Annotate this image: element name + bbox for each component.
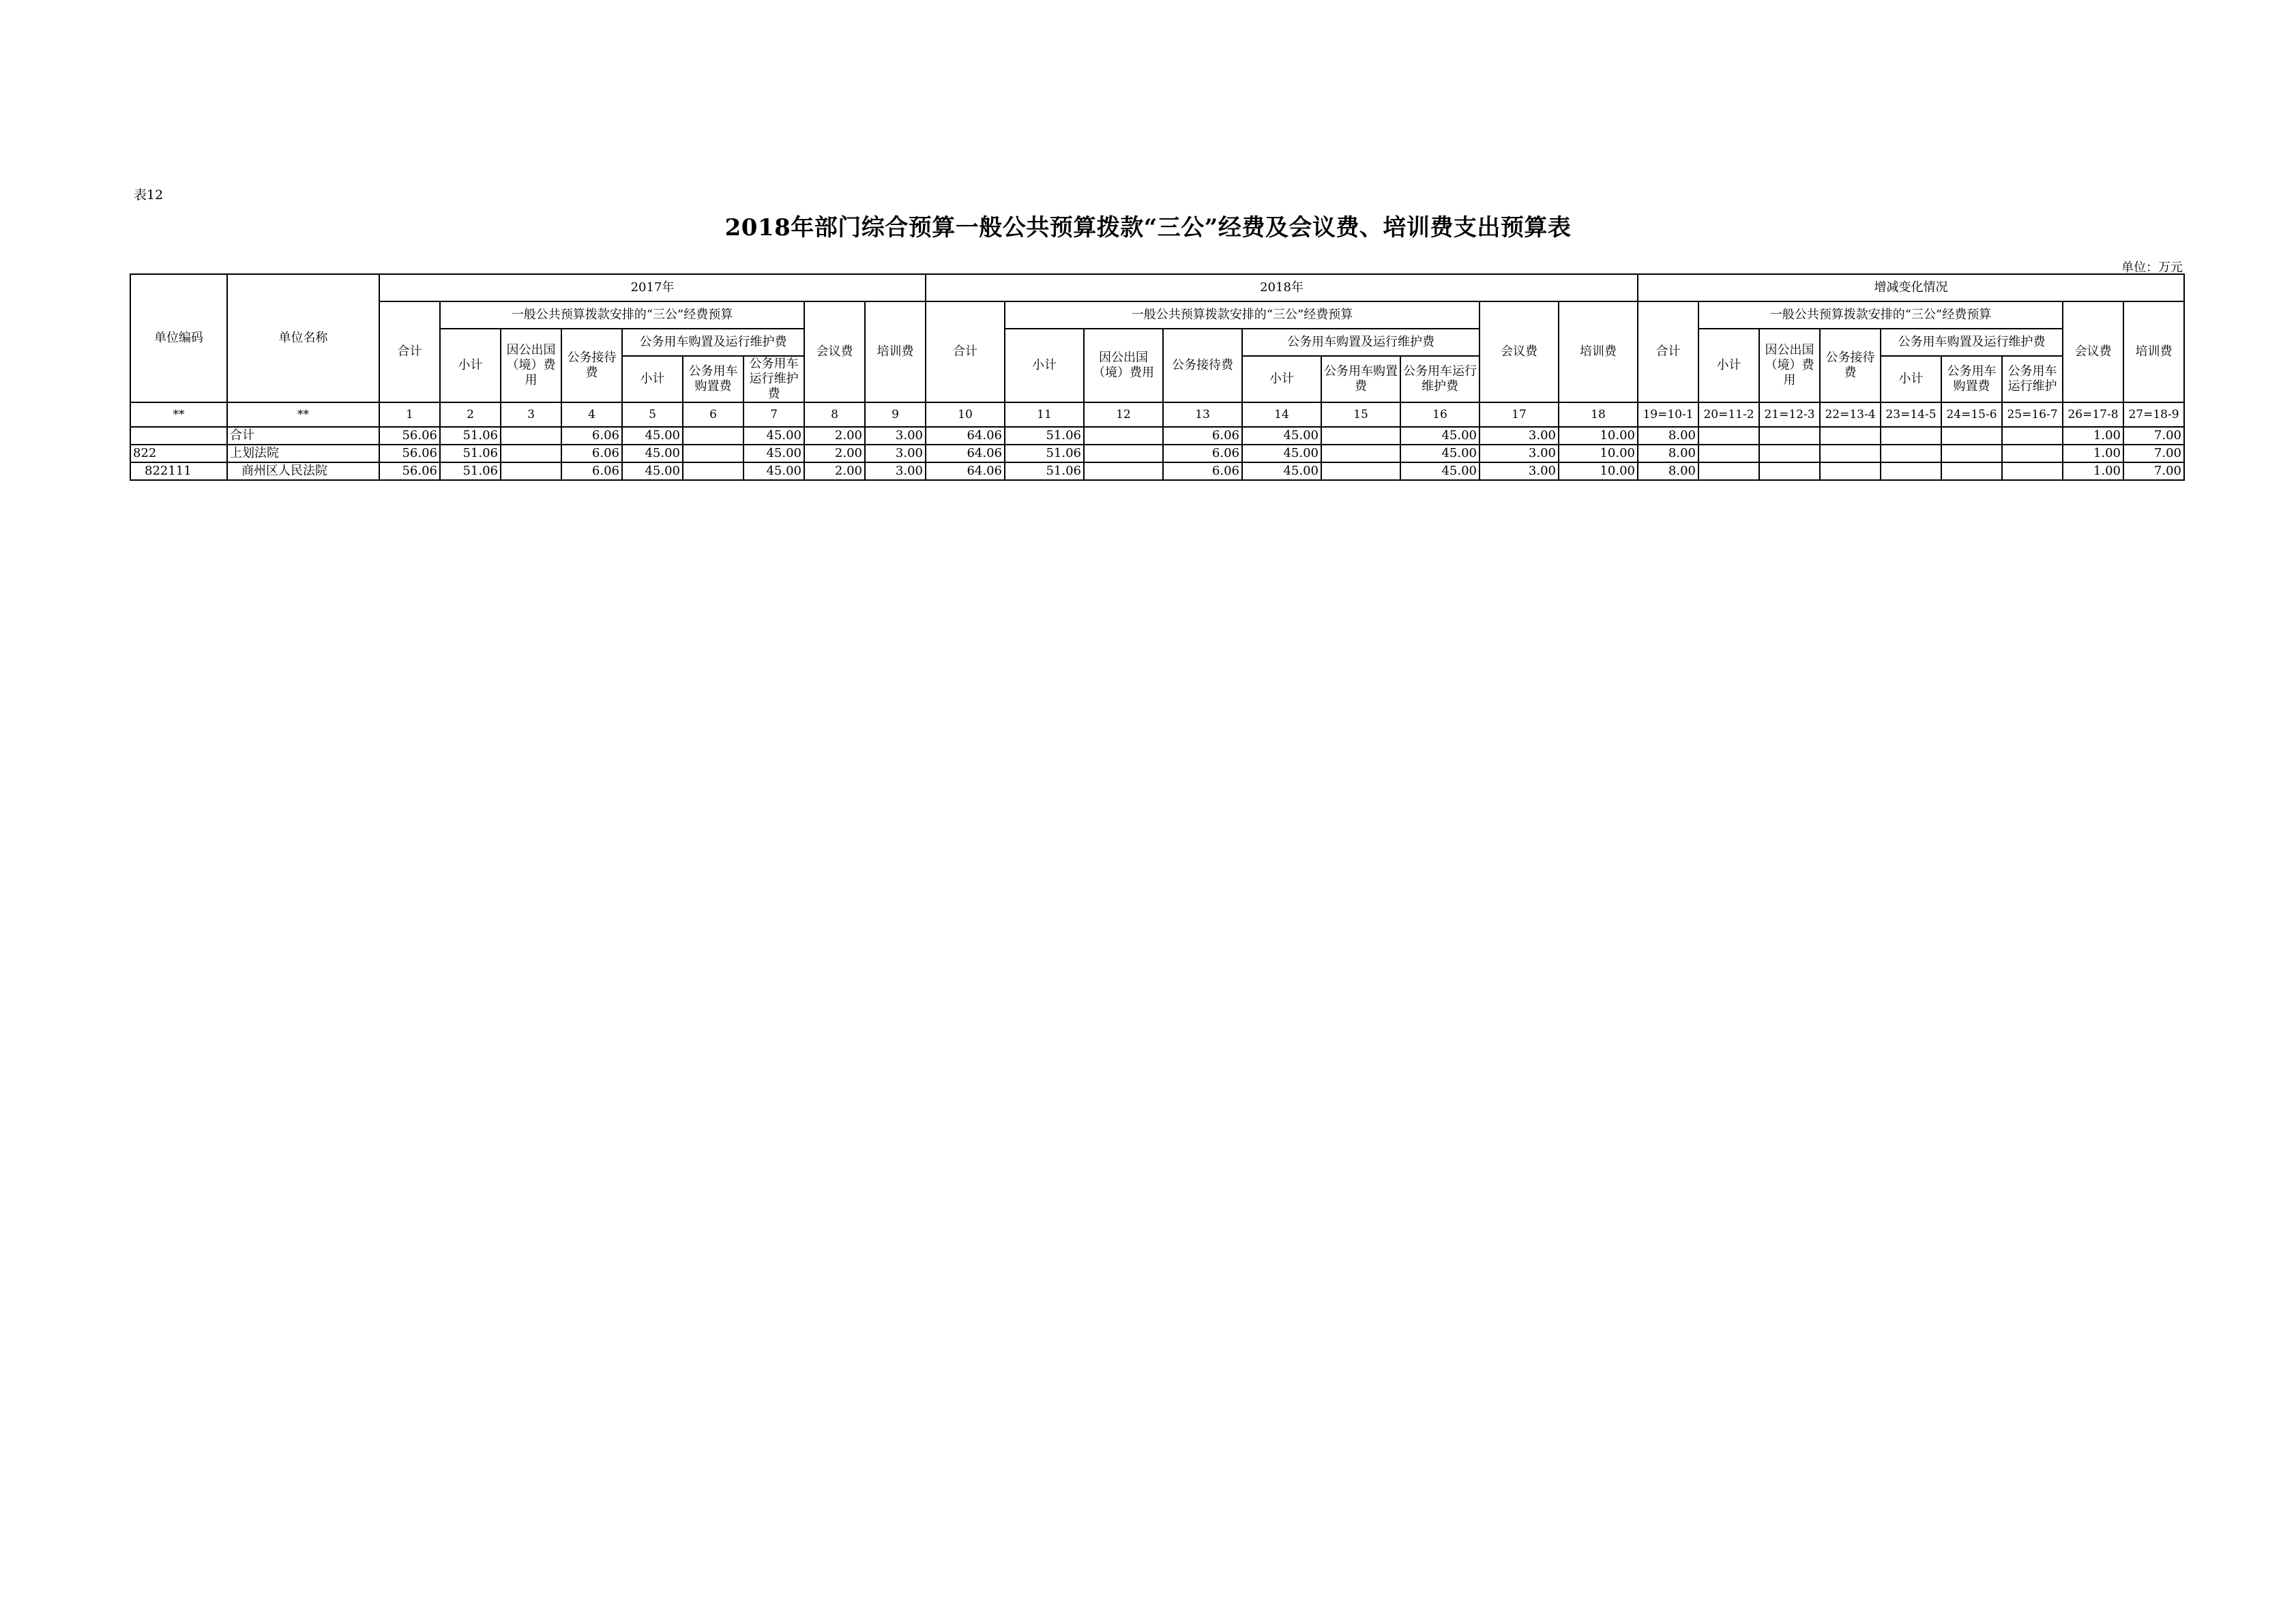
value-cell: 64.06 xyxy=(926,462,1005,480)
header-change-reception: 公务接待费 xyxy=(1820,329,1881,402)
value-cell: 45.00 xyxy=(744,462,804,480)
value-cell: 56.06 xyxy=(379,427,440,445)
column-index-cell: 6 xyxy=(683,402,744,427)
header-2018-training: 培训费 xyxy=(1559,301,1638,402)
value-cell: 45.00 xyxy=(1400,445,1480,462)
header-year-2017: 2017年 xyxy=(379,274,926,301)
value-cell xyxy=(2002,427,2063,445)
header-2017-reception: 公务接待费 xyxy=(561,329,622,402)
header-2017-subtotal: 小计 xyxy=(440,329,501,402)
column-index-cell: 4 xyxy=(561,402,622,427)
column-index-cell: 22=13-4 xyxy=(1820,402,1881,427)
column-index-cell: 17 xyxy=(1480,402,1559,427)
column-index-cell: 9 xyxy=(865,402,926,427)
header-2017-abroad: 因公出国（境）费用 xyxy=(501,329,561,402)
header-change: 增减变化情况 xyxy=(1638,274,2184,301)
value-cell: 3.00 xyxy=(1480,445,1559,462)
value-cell xyxy=(1820,445,1881,462)
header-2018-vehicle-run: 公务用车运行维护费 xyxy=(1400,356,1480,402)
value-cell xyxy=(1084,462,1163,480)
value-cell: 6.06 xyxy=(561,427,622,445)
header-change-subtotal: 小计 xyxy=(1698,329,1759,402)
value-cell: 45.00 xyxy=(744,445,804,462)
value-cell: 56.06 xyxy=(379,462,440,480)
column-index-cell: 19=10-1 xyxy=(1638,402,1698,427)
value-cell xyxy=(1698,445,1759,462)
column-index-cell: 15 xyxy=(1321,402,1400,427)
value-cell xyxy=(1759,427,1820,445)
value-cell xyxy=(501,427,561,445)
column-index-cell: 26=17-8 xyxy=(2063,402,2123,427)
value-cell: 45.00 xyxy=(1400,427,1480,445)
value-cell: 2.00 xyxy=(804,427,865,445)
unit-label: 单位：万元 xyxy=(2121,260,2183,275)
unit-name-cell: 上划法院 xyxy=(227,445,379,462)
value-cell: 3.00 xyxy=(865,427,926,445)
value-cell: 3.00 xyxy=(1480,427,1559,445)
value-cell: 56.06 xyxy=(379,445,440,462)
header-change-total: 合计 xyxy=(1638,301,1698,402)
column-index-cell: 27=18-9 xyxy=(2123,402,2184,427)
table-row xyxy=(130,462,2184,480)
header-2018-sangong: 一般公共预算拨款安排的“三公”经费预算 xyxy=(1005,301,1480,329)
value-cell xyxy=(1881,462,1941,480)
value-cell xyxy=(1321,427,1400,445)
value-cell: 6.06 xyxy=(561,462,622,480)
header-2018-vehicle: 公务用车购置及运行维护费 xyxy=(1242,329,1480,356)
value-cell: 6.06 xyxy=(1163,445,1242,462)
value-cell: 2.00 xyxy=(804,462,865,480)
value-cell xyxy=(1321,445,1400,462)
value-cell: 7.00 xyxy=(2123,462,2184,480)
column-index-cell: 12 xyxy=(1084,402,1163,427)
column-index-cell: 24=15-6 xyxy=(1941,402,2002,427)
header-change-vehicle-purchase: 公务用车购置费 xyxy=(1941,356,2002,402)
column-index-cell: 18 xyxy=(1559,402,1638,427)
value-cell xyxy=(2002,462,2063,480)
header-2018-vehicle-purchase: 公务用车购置费 xyxy=(1321,356,1400,402)
value-cell: 10.00 xyxy=(1559,445,1638,462)
value-cell: 1.00 xyxy=(2063,427,2123,445)
value-cell: 6.06 xyxy=(561,445,622,462)
value-cell xyxy=(683,462,744,480)
header-row-years xyxy=(130,274,2184,301)
header-2018-subtotal: 小计 xyxy=(1005,329,1084,402)
header-2017-vehicle-subtotal: 小计 xyxy=(622,356,683,402)
column-index-cell: 8 xyxy=(804,402,865,427)
value-cell: 7.00 xyxy=(2123,445,2184,462)
value-cell: 1.00 xyxy=(2063,462,2123,480)
value-cell: 51.06 xyxy=(440,462,501,480)
header-2017-vehicle-purchase: 公务用车购置费 xyxy=(683,356,744,402)
data-rows xyxy=(130,427,2184,480)
table-row xyxy=(130,445,2184,462)
header-change-abroad: 因公出国（境）费用 xyxy=(1759,329,1820,402)
header-2017-vehicle-run: 公务用车运行维护费 xyxy=(744,356,804,402)
value-cell: 45.00 xyxy=(744,427,804,445)
column-index-cell: 11 xyxy=(1005,402,1084,427)
unit-code-cell xyxy=(130,427,227,445)
header-2017-sangong: 一般公共预算拨款安排的“三公”经费预算 xyxy=(440,301,804,329)
value-cell xyxy=(1941,445,2002,462)
column-index-cell: 20=11-2 xyxy=(1698,402,1759,427)
column-index-cell: 2 xyxy=(440,402,501,427)
value-cell xyxy=(1321,462,1400,480)
column-index-cell: ** xyxy=(130,402,227,427)
value-cell: 3.00 xyxy=(865,462,926,480)
value-cell: 45.00 xyxy=(622,445,683,462)
column-index-cell: 1 xyxy=(379,402,440,427)
value-cell: 51.06 xyxy=(1005,462,1084,480)
value-cell: 64.06 xyxy=(926,445,1005,462)
value-cell: 45.00 xyxy=(622,427,683,445)
column-index-cell: 16 xyxy=(1400,402,1480,427)
value-cell: 6.06 xyxy=(1163,427,1242,445)
column-index-cell: 13 xyxy=(1163,402,1242,427)
value-cell: 1.00 xyxy=(2063,445,2123,462)
value-cell: 45.00 xyxy=(1242,462,1321,480)
unit-name-cell: 商州区人民法院 xyxy=(227,462,379,480)
value-cell: 51.06 xyxy=(440,427,501,445)
value-cell: 3.00 xyxy=(1480,462,1559,480)
unit-code-cell: 822 xyxy=(130,445,227,462)
header-2017-vehicle: 公务用车购置及运行维护费 xyxy=(622,329,804,356)
header-row-groups xyxy=(130,301,2184,329)
value-cell xyxy=(683,445,744,462)
value-cell xyxy=(1881,427,1941,445)
value-cell: 45.00 xyxy=(1242,427,1321,445)
header-2017-total: 合计 xyxy=(379,301,440,402)
value-cell xyxy=(683,427,744,445)
value-cell: 3.00 xyxy=(865,445,926,462)
sheet-number: 表12 xyxy=(134,188,164,203)
value-cell xyxy=(501,445,561,462)
column-index-row xyxy=(130,402,2184,427)
value-cell: 10.00 xyxy=(1559,427,1638,445)
column-index-cell: 3 xyxy=(501,402,561,427)
header-change-vehicle: 公务用车购置及运行维护费 xyxy=(1881,329,2063,356)
value-cell xyxy=(1820,427,1881,445)
header-2017-meeting: 会议费 xyxy=(804,301,865,402)
value-cell: 2.00 xyxy=(804,445,865,462)
value-cell xyxy=(2002,445,2063,462)
value-cell: 45.00 xyxy=(1242,445,1321,462)
value-cell xyxy=(1084,445,1163,462)
value-cell: 45.00 xyxy=(1400,462,1480,480)
value-cell xyxy=(1698,427,1759,445)
column-index-cell: 21=12-3 xyxy=(1759,402,1820,427)
value-cell xyxy=(1941,427,2002,445)
header-2018-total: 合计 xyxy=(926,301,1005,402)
value-cell xyxy=(501,462,561,480)
value-cell: 8.00 xyxy=(1638,445,1698,462)
unit-name-cell: 合计 xyxy=(227,427,379,445)
header-year-2018: 2018年 xyxy=(926,274,1638,301)
column-index-cell: ** xyxy=(227,402,379,427)
budget-table xyxy=(130,273,2185,481)
value-cell: 51.06 xyxy=(440,445,501,462)
header-unit-code: 单位编码 xyxy=(130,274,227,402)
header-change-vehicle-subtotal: 小计 xyxy=(1881,356,1941,402)
header-2018-meeting: 会议费 xyxy=(1480,301,1559,402)
value-cell xyxy=(1941,462,2002,480)
column-index-cell: 14 xyxy=(1242,402,1321,427)
value-cell xyxy=(1759,462,1820,480)
column-index-cell: 5 xyxy=(622,402,683,427)
column-index-cell: 10 xyxy=(926,402,1005,427)
column-index-cell: 23=14-5 xyxy=(1881,402,1941,427)
value-cell: 10.00 xyxy=(1559,462,1638,480)
unit-code-cell: 822111 xyxy=(130,462,227,480)
value-cell: 6.06 xyxy=(1163,462,1242,480)
value-cell xyxy=(1759,445,1820,462)
header-change-training: 培训费 xyxy=(2123,301,2184,402)
value-cell: 45.00 xyxy=(622,462,683,480)
column-index-cell: 7 xyxy=(744,402,804,427)
header-2018-abroad: 因公出国（境）费用 xyxy=(1084,329,1163,402)
header-change-sangong: 一般公共预算拨款安排的“三公”经费预算 xyxy=(1698,301,2063,329)
value-cell xyxy=(1820,462,1881,480)
document-title: 2018年部门综合预算一般公共预算拨款“三公”经费及会议费、培训费支出预算表 xyxy=(724,214,1572,241)
value-cell: 8.00 xyxy=(1638,427,1698,445)
header-2018-vehicle-subtotal: 小计 xyxy=(1242,356,1321,402)
value-cell: 64.06 xyxy=(926,427,1005,445)
header-2017-training: 培训费 xyxy=(865,301,926,402)
value-cell: 8.00 xyxy=(1638,462,1698,480)
header-change-vehicle-run: 公务用车运行维护 xyxy=(2002,356,2063,402)
value-cell: 51.06 xyxy=(1005,445,1084,462)
column-index-cell: 25=16-7 xyxy=(2002,402,2063,427)
header-2018-reception: 公务接待费 xyxy=(1163,329,1242,402)
value-cell: 7.00 xyxy=(2123,427,2184,445)
value-cell xyxy=(1698,462,1759,480)
header-unit-name: 单位名称 xyxy=(227,274,379,402)
header-change-meeting: 会议费 xyxy=(2063,301,2123,402)
table-row xyxy=(130,427,2184,445)
value-cell xyxy=(1881,445,1941,462)
value-cell: 51.06 xyxy=(1005,427,1084,445)
value-cell xyxy=(1084,427,1163,445)
